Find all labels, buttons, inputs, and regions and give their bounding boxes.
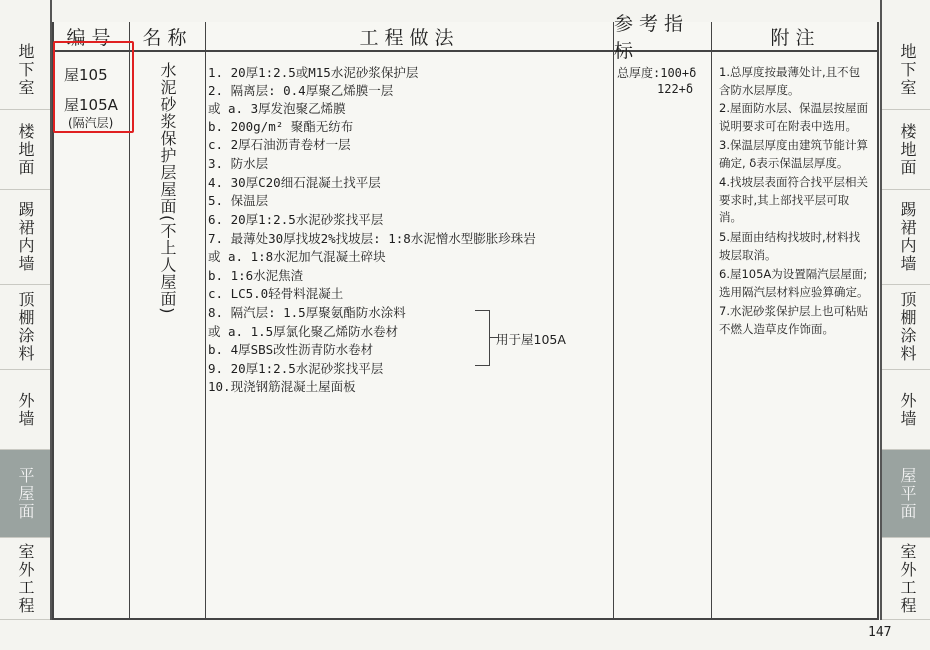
method-line: 或 a. 1.5厚氯化聚乙烯防水卷材 — [208, 324, 399, 339]
ref-alt-thickness: 122+δ — [657, 82, 694, 96]
method-line: 9. 20厚1:2.5水泥砂浆找平层 — [208, 361, 384, 376]
col-code — [54, 52, 130, 618]
note-item: 6.屋105A为设置隔汽层屋面;选用隔汽层材料应验算确定。 — [719, 267, 869, 299]
note-item: 5.屋面由结构找坡时,材料找坡层取消。 — [719, 230, 861, 262]
tab-label: 顶棚涂料 — [898, 291, 917, 363]
tab-label: 楼地面 — [16, 122, 35, 177]
tab-label: 地下室 — [898, 42, 917, 97]
method-line: 2. 隔离层: 0.4厚聚乙烯膜一层 — [208, 83, 394, 98]
method-line: b. 4厚SBS改性沥青防水卷材 — [208, 342, 374, 357]
code-roof105a-sub: (隔汽层) — [68, 116, 114, 130]
right-tab-flat-roof[interactable] — [882, 450, 930, 538]
note-item: 3.保温层厚度由建筑节能计算确定, δ表示保温层厚度。 — [719, 138, 868, 170]
right-tab-outdoor[interactable] — [882, 538, 930, 620]
method-line: 或 a. 3厚发泡聚乙烯膜 — [208, 101, 346, 116]
construction-name: 水泥砂浆保护层屋面(不上人屋面) — [158, 62, 177, 315]
note-item: 2.屋面防水层、保温层按屋面说明要求可在附表中选用。 — [719, 101, 868, 133]
tab-label: 屋平面 — [898, 466, 917, 521]
page-number: 147 — [868, 625, 892, 640]
method-line: 6. 20厚1:2.5水泥砂浆找平层 — [208, 212, 384, 227]
method-line: 8. 隔汽层: 1.5厚聚氨酯防水涂料 — [208, 305, 406, 320]
note-item: 7.水泥砂浆保护层上也可粘贴不燃人造草皮作饰面。 — [719, 304, 868, 336]
right-tab-exterior-wall[interactable] — [882, 370, 930, 450]
method-line: 7. 最薄处30厚找坡2%找坡层: 1:8水泥憎水型膨胀珍珠岩 — [208, 231, 536, 246]
left-tab-ceiling[interactable] — [0, 285, 50, 370]
tab-label: 踢裙内墙 — [898, 201, 917, 273]
left-tab-outdoor[interactable] — [0, 538, 50, 620]
col-ref — [614, 52, 712, 618]
method-line: 或 a. 1:8水泥加气混凝土碎块 — [208, 249, 386, 264]
code-roof105a: 屋105A — [64, 96, 118, 114]
method-line: b. 200g/m² 聚酯无纺布 — [208, 119, 354, 134]
method-line: c. LC5.0轻骨料混凝土 — [208, 286, 344, 301]
method-line: 3. 防水层 — [208, 156, 269, 171]
right-tab-basement[interactable] — [882, 30, 930, 110]
right-tab-ceiling[interactable] — [882, 285, 930, 370]
left-index-tabs — [0, 0, 52, 620]
left-tab-basement[interactable] — [0, 30, 50, 110]
bracket-label: 用于屋105A — [496, 332, 566, 347]
bracket-roof105a — [475, 310, 490, 366]
ref-total-thickness: 总厚度:100+δ — [617, 66, 697, 80]
header-ref: 参考指标 — [614, 22, 712, 52]
right-tab-interior-wall[interactable] — [882, 190, 930, 285]
left-tab-interior-wall[interactable] — [0, 190, 50, 285]
header-note: 附注 — [712, 22, 879, 52]
method-line: 4. 30厚C20细石混凝土找平层 — [208, 175, 381, 190]
tab-label: 顶棚涂料 — [16, 291, 35, 363]
header-code: 编号 — [54, 22, 130, 52]
header-method: 工程做法 — [206, 22, 614, 52]
method-line: c. 2厚石油沥青卷材一层 — [208, 137, 351, 152]
left-tab-flat-roof[interactable] — [0, 450, 50, 538]
tab-label: 平屋面 — [16, 466, 35, 521]
tab-label: 室外工程 — [16, 542, 35, 615]
tab-label: 地下室 — [16, 42, 35, 97]
tab-label: 室外工程 — [898, 542, 917, 615]
method-line: b. 1:6水泥焦渣 — [208, 268, 304, 283]
note-item: 4.找坡层表面符合找平层相关要求时,其上部找平层可取消。 — [719, 175, 868, 225]
left-tab-floor[interactable] — [0, 110, 50, 190]
tab-label: 踢裙内墙 — [16, 201, 35, 273]
highlight-box — [53, 41, 134, 133]
header-name: 名称 — [130, 22, 206, 52]
left-tab-exterior-wall[interactable] — [0, 370, 50, 450]
note-item: 1.总厚度按最薄处计,且不包含防水层厚度。 — [719, 65, 861, 97]
right-tab-floor[interactable] — [882, 110, 930, 190]
tab-label: 外墙 — [16, 391, 35, 428]
method-line: 1. 20厚1:2.5或M15水泥砂浆保护层 — [208, 65, 419, 80]
method-line: 5. 保温层 — [208, 193, 269, 208]
tab-label: 外墙 — [898, 391, 917, 428]
code-roof105: 屋105 — [64, 66, 108, 84]
tab-label: 楼地面 — [898, 122, 917, 177]
right-index-tabs — [880, 0, 930, 620]
method-line: 10.现浇钢筋混凝土屋面板 — [208, 379, 356, 394]
